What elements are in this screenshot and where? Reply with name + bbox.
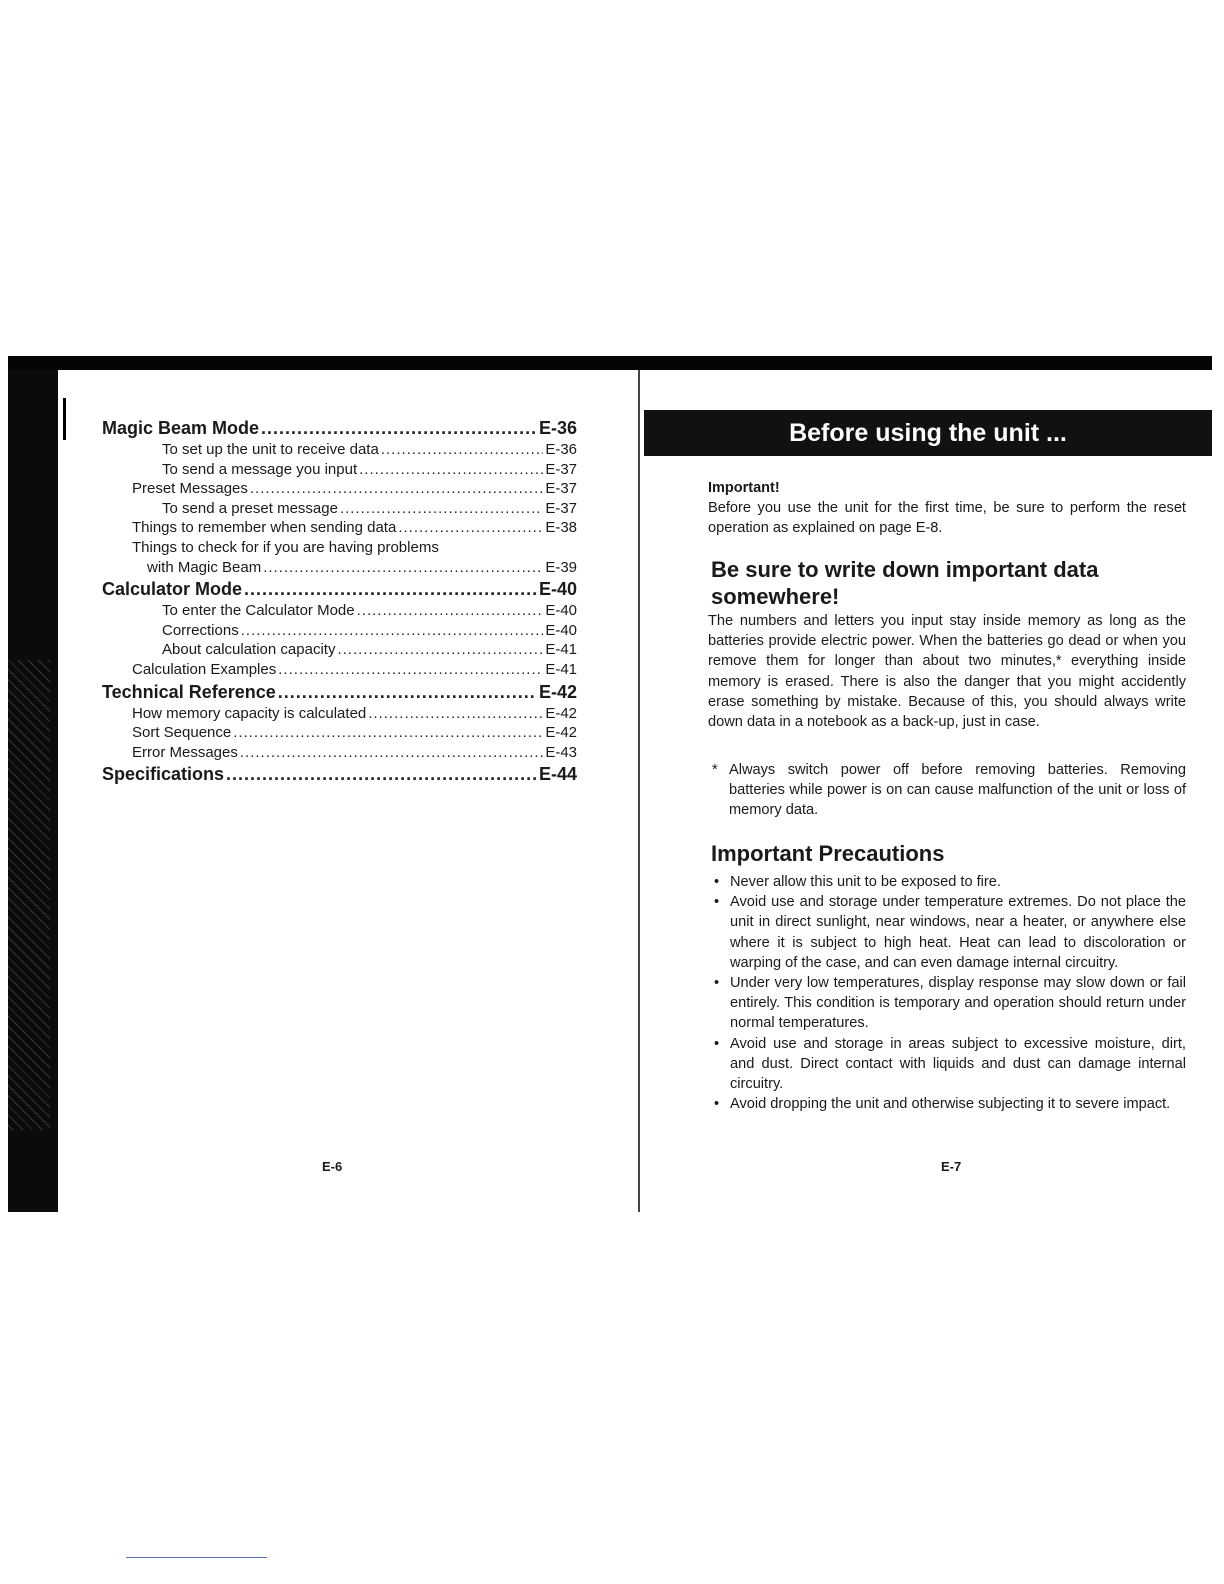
important-text: Before you use the unit for the first time, be sure to perform the reset operation as explained on page E-8. xyxy=(708,500,1186,537)
heading-write-down-data: Be sure to write down important data somewhere! xyxy=(711,557,1099,609)
book-spine-line xyxy=(638,370,640,1212)
toc-entry: How memory capacity is calculated ..... E-42 xyxy=(102,704,577,724)
bottom-rule xyxy=(126,1557,267,1558)
toc-entry: with Magic Beam ..... E-39 xyxy=(102,558,577,578)
toc-entry: About calculation capacity ..... E-41 xyxy=(102,640,577,660)
page-number-right: E-7 xyxy=(941,1159,962,1174)
toc-entry: To set up the unit to receive data ..... E-36 xyxy=(102,440,577,460)
footnote-text: Always switch power off before removing batteries. Removing batteries while power is on can cause malfunction of the unit or loss of memory data. xyxy=(729,762,1186,819)
footnote-asterisk: * xyxy=(712,762,718,778)
toc-entry: To send a preset message ..... E-37 xyxy=(102,499,577,519)
toc-entry: Things to remember when sending data ..... E-38 xyxy=(102,518,577,538)
scan-edge-bar xyxy=(63,398,66,440)
toc-entry: Sort Sequence ..... E-42 xyxy=(102,723,577,743)
toc-entry: Error Messages ..... E-43 xyxy=(102,743,577,763)
toc-entry: Preset Messages ..... E-37 xyxy=(102,479,577,499)
toc-entry: To send a message you input ..... E-37 xyxy=(102,460,577,480)
toc-entry: Technical Reference ..... E-42 xyxy=(102,680,577,704)
table-of-contents xyxy=(102,416,577,786)
list-item: • Avoid dropping the unit and otherwise subjecting it to severe impact. xyxy=(714,1094,1186,1114)
important-label: Important! xyxy=(708,480,780,496)
scan-top-band xyxy=(8,356,1212,370)
list-item: • Under very low temperatures, display response may slow down or fail entirely. This condition is temporary and operation should return under normal temperatures. xyxy=(714,973,1186,1034)
toc-entry: Corrections ..... E-40 xyxy=(102,621,577,641)
toc-entry: Specifications ..... E-44 xyxy=(102,762,577,786)
scan-left-edge-noise xyxy=(8,660,50,1130)
section-banner: Before using the unit ... xyxy=(644,410,1212,456)
list-item: • Avoid use and storage in areas subject to excessive moisture, dirt, and dust. Direct contact with liquids and dust can damage internal circuitry. xyxy=(714,1034,1186,1095)
toc-entry: Calculation Examples ..... E-41 xyxy=(102,660,577,680)
precautions-list xyxy=(714,872,1186,1114)
heading-precautions: Important Precautions xyxy=(711,841,945,866)
page-number-left: E-6 xyxy=(322,1159,343,1174)
list-item: • Never allow this unit to be exposed to fire. xyxy=(714,872,1186,892)
toc-entry: To enter the Calculator Mode ..... E-40 xyxy=(102,601,577,621)
paragraph-memory: The numbers and letters you input stay inside memory as long as the batteries provide electric power. When the batteries go dead or when you remove them for longer than about two minutes,* everything inside memory is erased. There is also the danger that you might accidently erase something by mistake. Because of this, you should always write down data in a notebook as a back-up, just in case. xyxy=(708,613,1186,731)
important-notice xyxy=(708,478,1186,539)
footnote xyxy=(712,760,1186,821)
toc-entry: Magic Beam Mode ..... E-36 xyxy=(102,416,577,440)
toc-entry-wrapped: Things to check for if you are having problems xyxy=(132,538,439,556)
list-item: • Avoid use and storage under temperature extremes. Do not place the unit in direct sunlight, near windows, near a heater, or anywhere else where it is subject to high heat. Heat can lead to discoloration or warping of the case, and can even damage internal circuitry. xyxy=(714,892,1186,973)
toc-entry: Calculator Mode ..... E-40 xyxy=(102,577,577,601)
